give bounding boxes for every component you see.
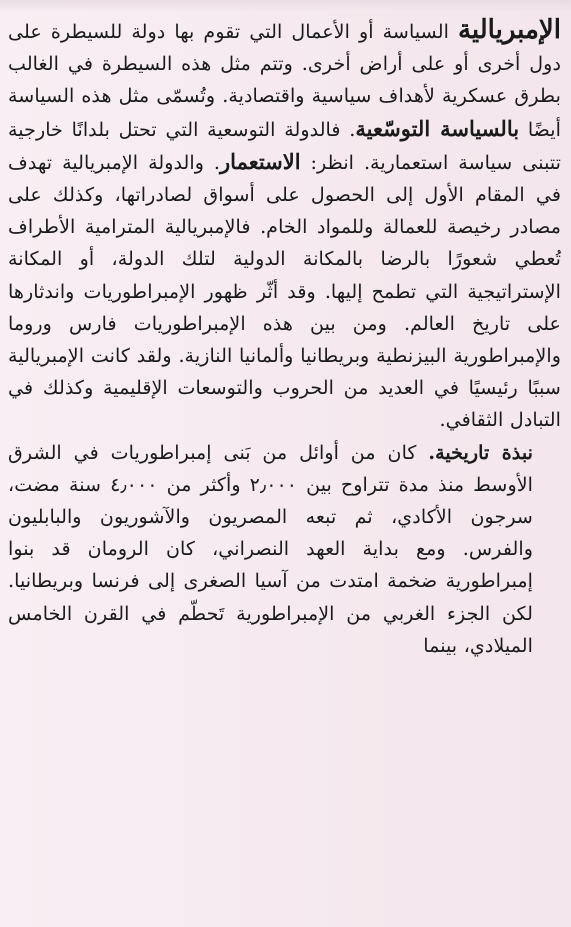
paragraph-text: . والدولة الإمبريالية تهدف في المقام الأول إلى الحصول على أسواق لصادراتها، وكذلك على مصادر رخيصة للعمالة وللمواد الخام. فالإمبريالية المترامية الأطراف تُعطي شعورًا بالرضا بالمكانة الدولية لتلك الدولة، أو المكانة الإستراتيجية التي تطمح إليها. وقد أثّر ظهور الإمبراطوريات واندثارها على تاريخ العالم. ومن بين هذه الإمبراطوريات فارس وروما والإمبراطورية البيزنطية وبريطانيا وألمانيا النازية. ولقد كانت الإمبريالية سببًا رئيسيًا في العديد من الحروب والتوسعات الإقليمية وكذلك في التبادل الثقافي. [8, 150, 561, 432]
paragraph-text: السياسة أو الأعمال التي تقوم بها دولة للسيطرة على دول أخرى أو على أراض أخرى. وتتم مثل هذه السيطرة في الغالب بطرق عسكرية لأهداف سياسية واقتصادية. وتُسمّى مثل هذه السياسة أيضًا [8, 20, 561, 141]
paragraph-text: . فالدولة التوسعية التي تحتل بلدانًا خارجية تتبنى سياسة استعمارية. انظر: [8, 117, 561, 174]
paragraph-definition [8, 14, 561, 437]
section-heading: نبذة تاريخية. [428, 440, 533, 464]
paragraph-history [8, 437, 561, 662]
bold-term-expansion: بالسياسة التوسّعية [355, 115, 520, 141]
page-top-edge [0, 0, 571, 12]
cross-reference-term: الاستعمار [220, 148, 301, 174]
entry-term: الإمبريالية [457, 15, 561, 45]
paragraph-text: كان من أوائل من بَنى إمبراطوريات في الشرق الأوسط منذ مدة تتراوح بين ٢٫٠٠٠ وأكثر من ٤٫٠٠٠ سنة مضت، سرجون الأكادي، ثم تبعه المصريون والآشوريون والبابليون والفرس. ومع بداية العهد النصراني، كان الرومان قد بنوا إمبراطورية ضخمة امتدت من آسيا الصغرى إلى فرنسا وبريطانيا. لكن الجزء الغربي من الإمبراطورية تَحطّم في القرن الخامس الميلادي، بينما [8, 440, 533, 657]
